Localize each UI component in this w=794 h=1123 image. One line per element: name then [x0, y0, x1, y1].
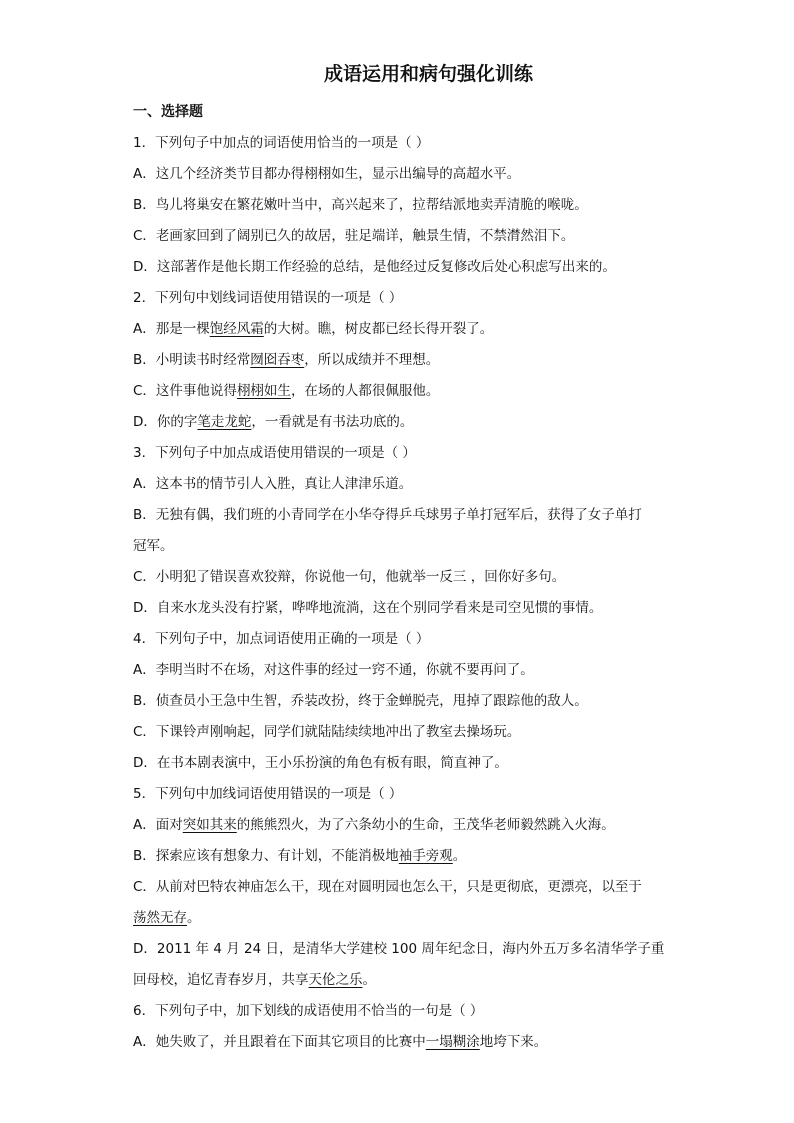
line-text: ，一看就是有书法功底的。 [251, 414, 414, 430]
line-text: B．鸟儿将巢安在繁花嫩叶当中，高兴起来了，拉帮结派地卖弄清脆的喉咙。 [133, 197, 588, 213]
question-list [133, 128, 724, 1058]
text-line [133, 934, 724, 965]
text-line [133, 624, 724, 655]
underlined-idiom: 荡然无存 [133, 910, 187, 926]
text-line [133, 469, 724, 500]
text-line [133, 221, 724, 252]
line-text: A．面对 [133, 817, 183, 833]
text-line [133, 562, 724, 593]
text-line [133, 965, 724, 996]
text-line [133, 376, 724, 407]
text-line [133, 872, 724, 903]
underlined-idiom: 笔走龙蛇 [197, 414, 252, 430]
underlined-idiom: 袖手旁观 [398, 848, 453, 864]
text-line [133, 841, 724, 872]
line-text: 2．下列句中划线词语使用错误的一项是（ ） [133, 290, 403, 306]
line-text: D．2011 年 4 月 24 日，是清华大学建校 100 周年纪念日，海内外五万多名清华学子重 [133, 941, 665, 957]
line-text: B．无独有偶，我们班的小青同学在小华夺得乒乓球男子单打冠军后，获得了女子单打 [133, 507, 642, 523]
line-text: ，所以成绩并不理想。 [304, 352, 440, 368]
underlined-idiom: 饱经风霜 [209, 321, 264, 337]
text-line [133, 1027, 724, 1058]
text-line [133, 283, 724, 314]
line-text: 1．下列句子中加点的词语使用恰当的一项是（ ） [133, 135, 430, 151]
line-text: 3．下列句子中加点成语使用错误的一项是（ ） [133, 445, 416, 461]
line-text: C．小明犯了错误喜欢狡辩，你说他一句，他就举一反三 ，回你好多句。 [133, 569, 566, 585]
line-text: A．这本书的情节引人入胜，真让人津津乐道。 [133, 476, 413, 492]
line-text: C．这件事他说得 [133, 383, 237, 399]
underlined-idiom: 栩栩如生 [236, 383, 291, 399]
text-line [133, 593, 724, 624]
document-title: 成语运用和病句强化训练 [323, 63, 533, 85]
text-line [133, 748, 724, 779]
text-line [133, 996, 724, 1027]
text-line [133, 159, 724, 190]
text-line [133, 655, 724, 686]
text-line [133, 345, 724, 376]
line-text: 冠军。 [133, 538, 174, 554]
text-line [133, 314, 724, 345]
text-line [133, 500, 724, 531]
text-line [133, 438, 724, 469]
text-line [133, 903, 724, 934]
line-text: C．从前对巴特农神庙怎么干，现在对圆明园也怎么干，只是更彻底，更漂亮，以至于 [133, 879, 642, 895]
line-text: A．李明当时不在场，对这件事的经过一窍不通，你就不要再问了。 [133, 662, 534, 678]
line-text: D．自来水龙头没有拧紧，哗哗地流淌，这在个别同学看来是司空见惯的事情。 [133, 600, 603, 616]
line-text: A．她失败了，并且跟着在下面其它项目的比赛中 [133, 1034, 426, 1050]
line-text: 回母校，追忆青春岁月，共享 [133, 972, 309, 988]
line-text: 4．下列句子中，加点词语使用正确的一项是（ ） [133, 631, 430, 647]
underlined-idiom: 天伦之乐 [308, 972, 363, 988]
text-line [133, 252, 724, 283]
line-text: C．老画家回到了阔别已久的故居，驻足端详，触景生情，不禁潸然泪下。 [133, 228, 575, 244]
text-line [133, 810, 724, 841]
line-text: 。 [187, 910, 201, 926]
section-heading: 一、选择题 [133, 104, 203, 120]
line-text: 5．下列句中加线词语使用错误的一项是（ ） [133, 786, 403, 802]
text-line [133, 531, 724, 562]
text-line [133, 686, 724, 717]
line-text: B．小明读书时经常 [133, 352, 251, 368]
text-line [133, 128, 724, 159]
line-text: D．这部著作是他长期工作经验的总结，是他经过反复修改后处心积虑写出来的。 [133, 259, 616, 275]
line-text: A．那是一棵 [133, 321, 210, 337]
text-line [133, 717, 724, 748]
line-text: ，在场的人都很佩服他。 [290, 383, 440, 399]
underlined-idiom: 一塌糊涂 [425, 1034, 480, 1050]
underlined-idiom: 突如其来 [182, 817, 237, 833]
line-text: B．探索应该有想象力、有计划，不能消极地 [133, 848, 399, 864]
line-text: 地垮下来。 [479, 1034, 548, 1050]
line-text: 。 [362, 972, 376, 988]
line-text: D．在书本剧表演中，王小乐扮演的角色有板有眼，简直神了。 [133, 755, 508, 771]
line-text: B．侦查员小王急中生智，乔装改扮，终于金蝉脱壳，甩掉了跟踪他的敌人。 [133, 693, 588, 709]
text-line [133, 779, 724, 810]
line-text: 。 [452, 848, 467, 864]
text-line [133, 407, 724, 438]
line-text: 6．下列句子中，加下划线的成语使用不恰当的一句是（ ） [133, 1003, 484, 1019]
text-line [133, 190, 724, 221]
underlined-idiom: 囫囵吞枣 [250, 352, 305, 368]
line-text: A．这几个经济类节目都办得栩栩如生，显示出编导的高超水平。 [133, 166, 521, 182]
line-text: 的大树。瞧，树皮都已经长得开裂了。 [263, 321, 494, 337]
line-text: 的熊熊烈火，为了六条幼小的生命，王茂华老师毅然跳入火海。 [236, 817, 615, 833]
line-text: C．下课铃声刚响起，同学们就陆陆续续地冲出了教室去操场玩。 [133, 724, 521, 740]
line-text: D．你的字 [133, 414, 198, 430]
